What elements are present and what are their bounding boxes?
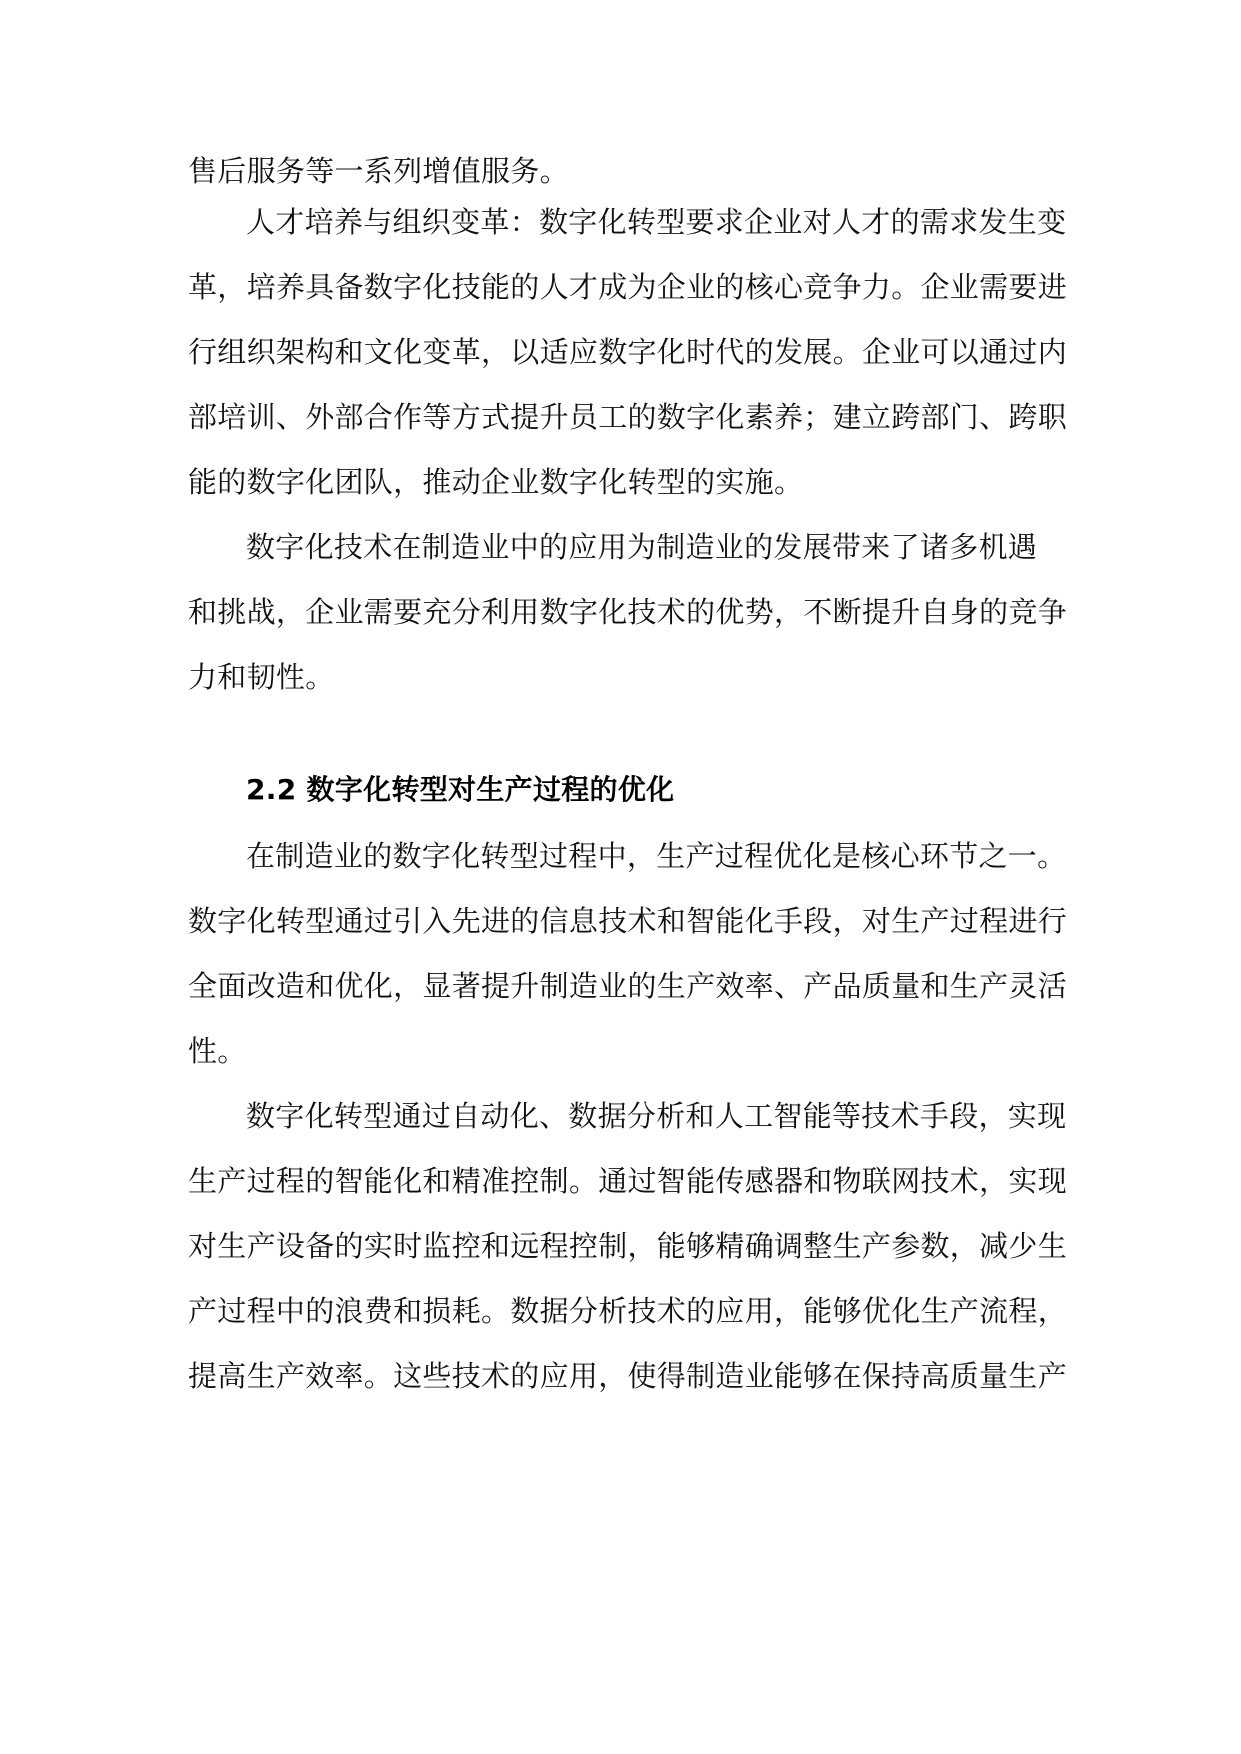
paragraph-line: 产过程中的浪费和损耗。数据分析技术的应用，能够优化生产流程， <box>188 1294 1068 1328</box>
paragraph-line: 生产过程的智能化和精准控制。通过智能传感器和物联网技术，实现 <box>188 1164 1068 1198</box>
paragraph-line: 对生产设备的实时监控和远程控制，能够精确调整生产参数，减少生 <box>188 1229 1068 1263</box>
paragraph-line: 行组织架构和文化变革，以适应数字化时代的发展。企业可以通过内 <box>188 335 1068 369</box>
paragraph-line: 在制造业的数字化转型过程中，生产过程优化是核心环节之一。 <box>246 839 1067 873</box>
paragraph-line: 性。 <box>188 1034 247 1068</box>
paragraph-line: 数字化技术在制造业中的应用为制造业的发展带来了诸多机遇 <box>246 530 1038 564</box>
section-heading: 2.2 数字化转型对生产过程的优化 <box>246 773 675 806</box>
paragraph-line: 能的数字化团队，推动企业数字化转型的实施。 <box>188 465 804 499</box>
paragraph-line: 和挑战，企业需要充分利用数字化技术的优势，不断提升自身的竞争 <box>188 595 1068 629</box>
paragraph-line: 提高生产效率。这些技术的应用，使得制造业能够在保持高质量生产 <box>188 1359 1068 1393</box>
paragraph-line: 数字化转型通过引入先进的信息技术和智能化手段，对生产过程进行 <box>188 904 1068 938</box>
paragraph-line: 全面改造和优化，显著提升制造业的生产效率、产品质量和生产灵活 <box>188 969 1068 1003</box>
paragraph-line: 售后服务等一系列增值服务。 <box>188 154 569 188</box>
paragraph-line: 数字化转型通过自动化、数据分析和人工智能等技术手段，实现 <box>246 1099 1067 1133</box>
paragraph-line: 力和韧性。 <box>188 660 335 694</box>
paragraph-line: 人才培养与组织变革：数字化转型要求企业对人才的需求发生变 <box>246 205 1067 239</box>
paragraph-line: 革，培养具备数字化技能的人才成为企业的核心竞争力。企业需要进 <box>188 270 1068 304</box>
paragraph-line: 部培训、外部合作等方式提升员工的数字化素养；建立跨部门、跨职 <box>188 400 1068 434</box>
